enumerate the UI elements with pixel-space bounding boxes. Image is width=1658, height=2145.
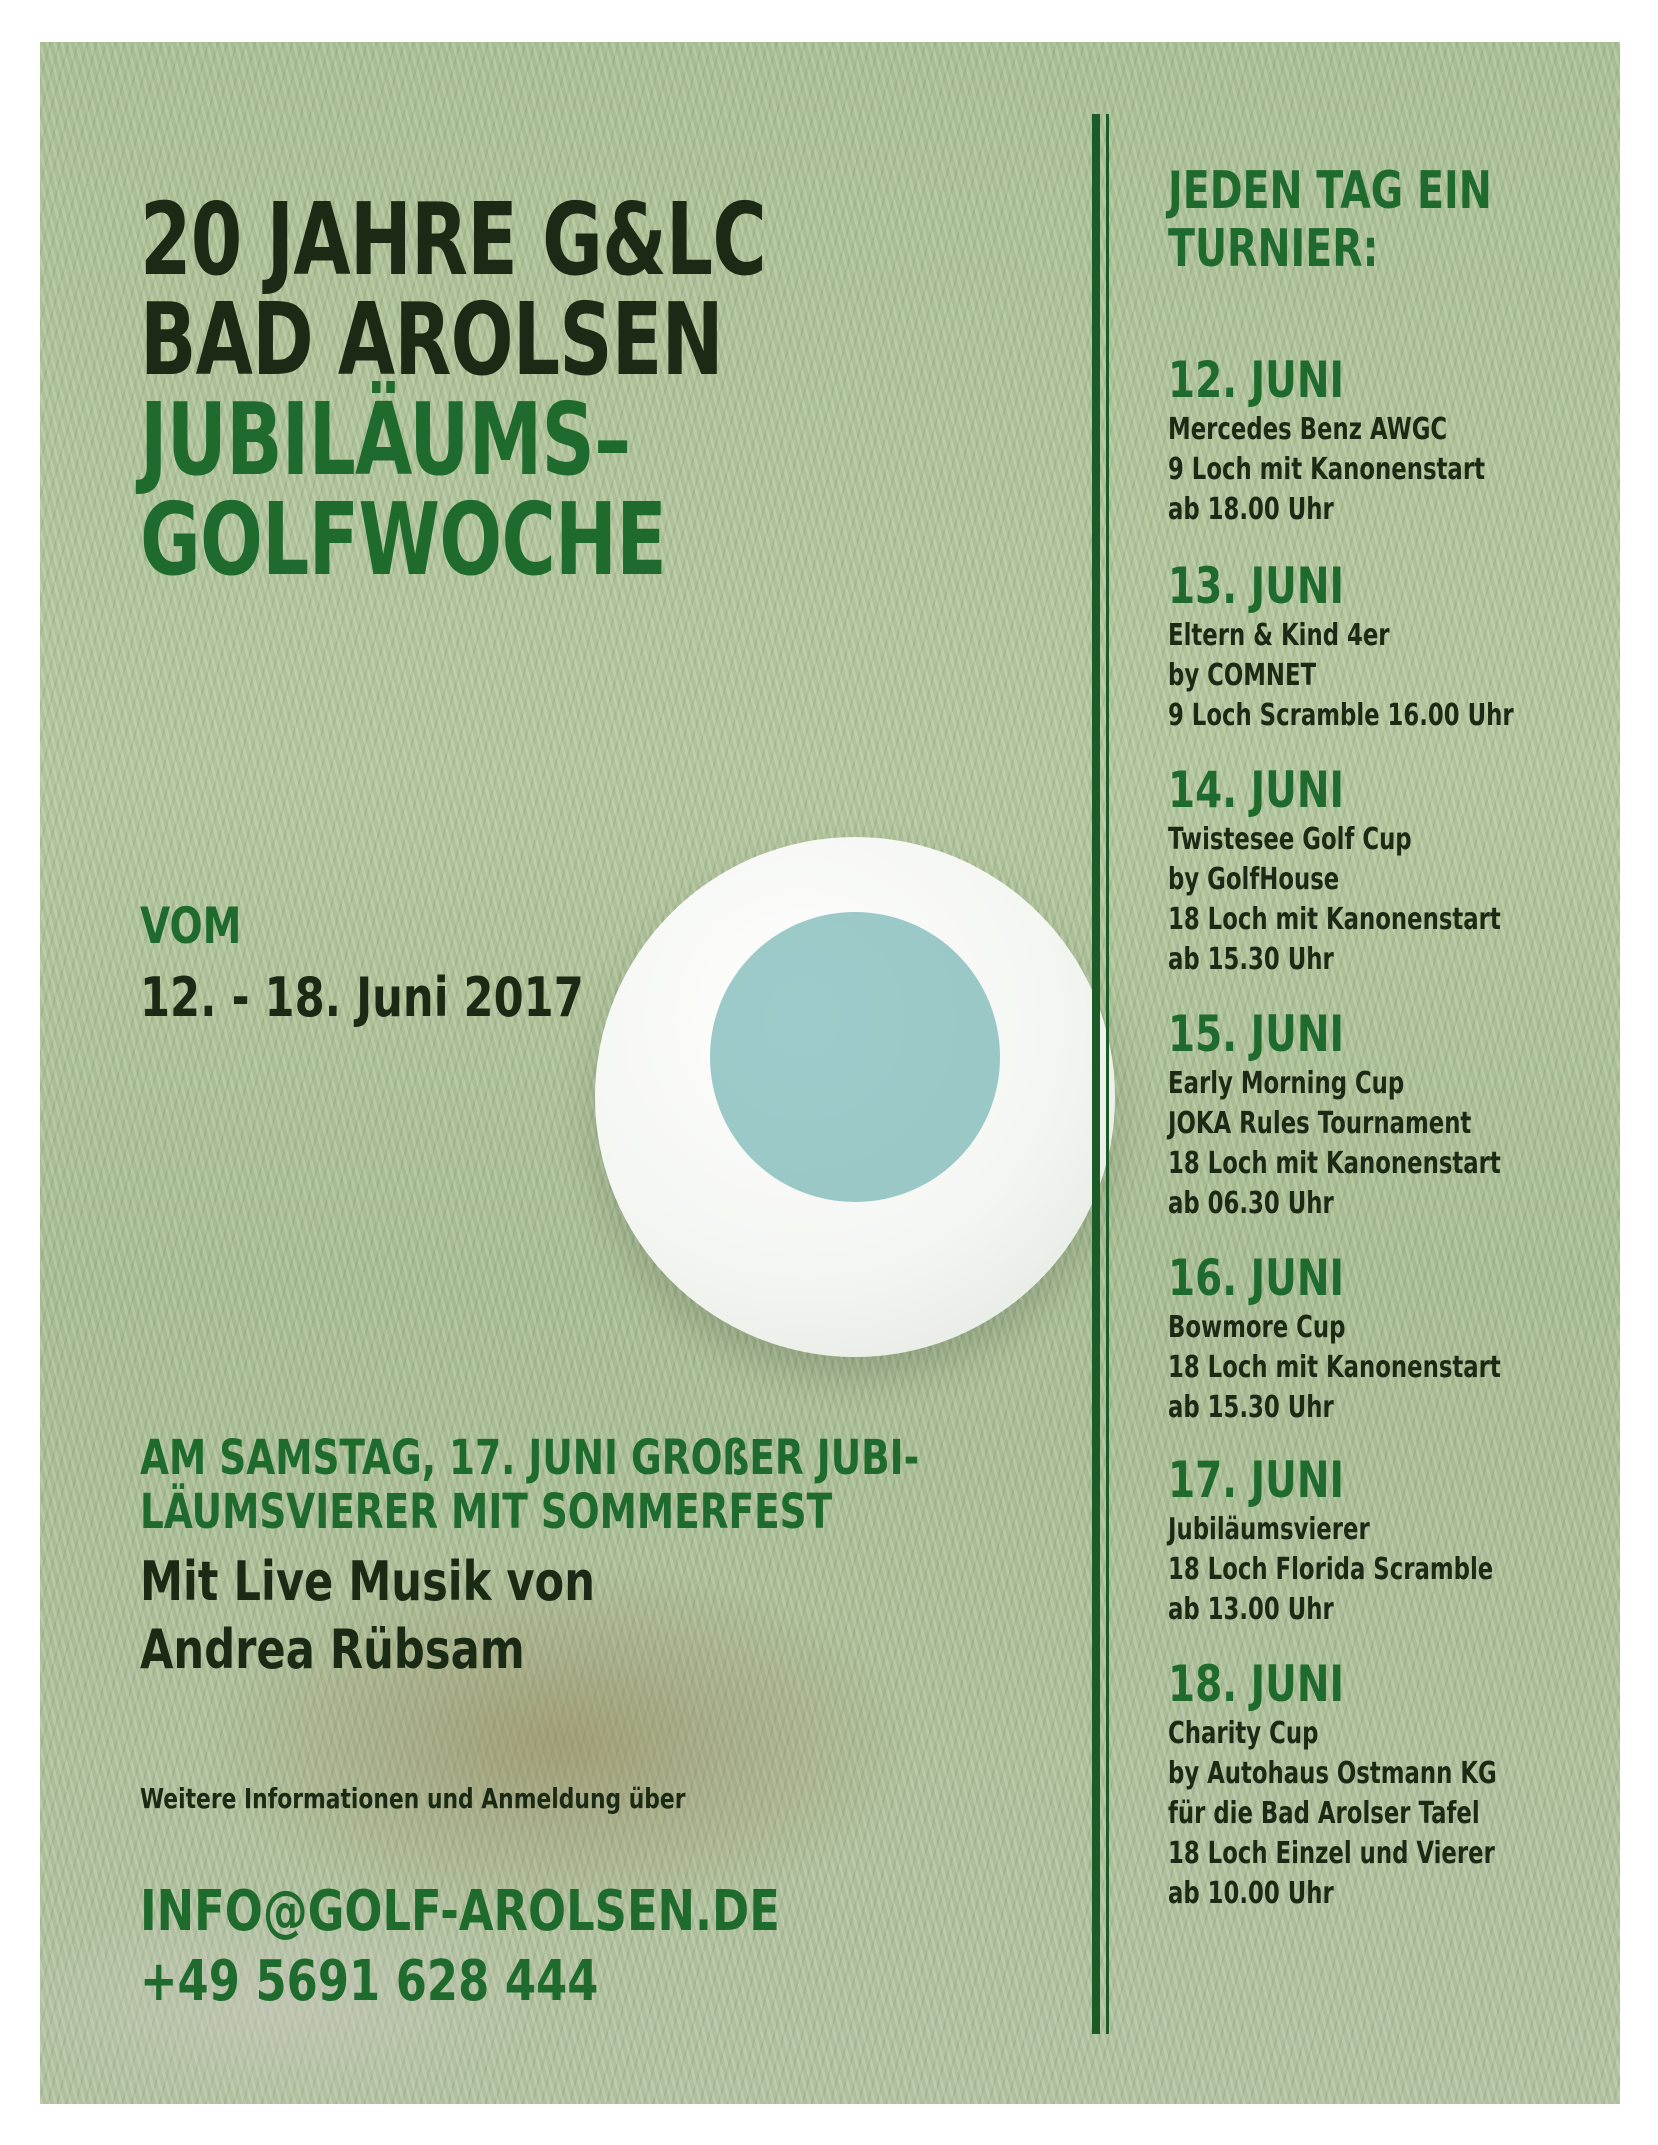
music-line-2: Andrea Rübsam [140, 1618, 525, 1681]
schedule-event-line: Jubiläumsvierer [1168, 1512, 1370, 1547]
title-line-2: BAD AROLSEN [140, 281, 723, 398]
title-line-1: 20 JAHRE G&LC [140, 181, 766, 298]
title-line-3: JUBILÄUMS– [140, 381, 631, 498]
schedule-event-line: Charity Cup [1168, 1716, 1319, 1751]
schedule-event-line: Early Morning Cup [1168, 1066, 1405, 1101]
schedule-event-line: für die Bad Arolser Tafel [1168, 1796, 1480, 1831]
schedule-event-line: ab 13.00 Uhr [1168, 1592, 1334, 1627]
schedule-day-date: 16. JUNI [1168, 1249, 1344, 1307]
schedule-day-date: 14. JUNI [1168, 761, 1344, 819]
title-line-4: GOLFWOCHE [140, 481, 667, 598]
schedule-event-line: ab 18.00 Uhr [1168, 492, 1334, 527]
club-logo-icon [710, 912, 1000, 1202]
schedule-event-line: 9 Loch Scramble 16.00 Uhr [1168, 698, 1514, 733]
schedule-event-line: JOKA Rules Tournament [1168, 1106, 1472, 1141]
divider-thin [1106, 114, 1109, 2034]
info-text: Weitere Informationen und Anmeldung über [140, 1782, 686, 1815]
schedule-event-line: by Autohaus Ostmann KG [1168, 1756, 1497, 1791]
divider-thick [1092, 114, 1100, 2034]
date-label: VOM [140, 897, 242, 955]
golf-ball-image [595, 837, 1115, 1357]
highlight-line-1: AM SAMSTAG, 17. JUNI GROßER JUBI- [140, 1430, 920, 1486]
schedule-event-line: 9 Loch mit Kanonenstart [1168, 452, 1485, 487]
schedule-day-date: 15. JUNI [1168, 1005, 1344, 1063]
schedule-event-line: 18 Loch mit Kanonenstart [1168, 1350, 1501, 1385]
schedule-day-date: 13. JUNI [1168, 557, 1344, 615]
schedule-event-line: Twistesee Golf Cup [1168, 822, 1412, 857]
schedule-event-line: 18 Loch mit Kanonenstart [1168, 1146, 1501, 1181]
highlight-line-2: LÄUMSVIERER MIT SOMMERFEST [140, 1484, 833, 1540]
schedule-event-line: ab 06.30 Uhr [1168, 1186, 1334, 1221]
schedule-event-line: by GolfHouse [1168, 862, 1340, 897]
music-line-1: Mit Live Musik von [140, 1550, 595, 1613]
schedule-event-line: 18 Loch Einzel und Vierer [1168, 1836, 1495, 1871]
schedule-heading-1: JEDEN TAG EIN [1168, 161, 1492, 221]
schedule-day-date: 12. JUNI [1168, 351, 1344, 409]
schedule-event-line: ab 15.30 Uhr [1168, 1390, 1334, 1425]
schedule-event-line: ab 10.00 Uhr [1168, 1876, 1334, 1911]
schedule-event-line: by COMNET [1168, 658, 1317, 693]
schedule-event-line: Bowmore Cup [1168, 1310, 1346, 1345]
schedule-event-line: Mercedes Benz AWGC [1168, 412, 1448, 447]
date-range: 12. - 18. Juni 2017 [140, 966, 584, 1029]
schedule-event-line: 18 Loch Florida Scramble [1168, 1552, 1494, 1587]
schedule-heading-2: TURNIER: [1168, 219, 1379, 279]
poster-background [40, 42, 1620, 2104]
schedule-day-date: 18. JUNI [1168, 1655, 1344, 1713]
schedule-event-line: Eltern & Kind 4er [1168, 618, 1390, 653]
schedule-day-date: 17. JUNI [1168, 1451, 1344, 1509]
schedule-event-line: ab 15.30 Uhr [1168, 942, 1334, 977]
schedule-event-line: 18 Loch mit Kanonenstart [1168, 902, 1501, 937]
contact-phone[interactable]: +49 5691 628 444 [140, 1949, 599, 2014]
contact-email[interactable]: INFO@GOLF-AROLSEN.DE [140, 1879, 780, 1944]
